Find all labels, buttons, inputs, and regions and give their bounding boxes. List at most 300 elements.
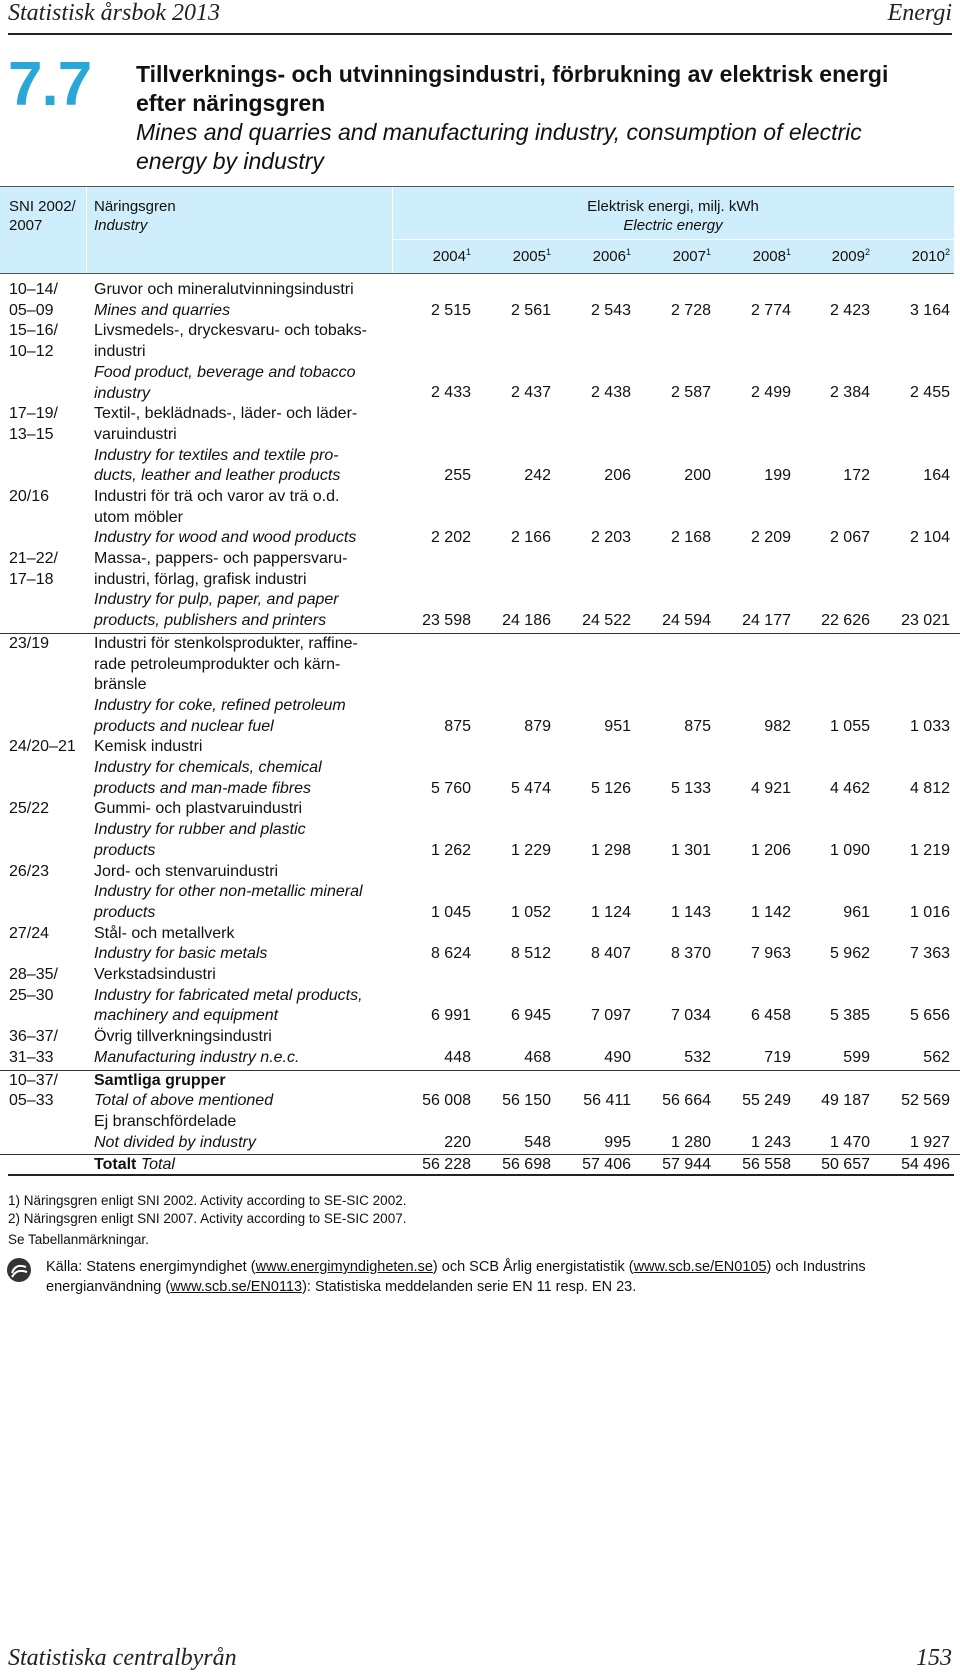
year-footnote-ref: 1 (625, 247, 631, 257)
value-cell: 1 229 (510, 841, 551, 859)
industry-label-text: rade petroleumprodukter och kärn- (94, 655, 341, 673)
header-divider (392, 239, 954, 240)
value-cell: 2 499 (750, 384, 791, 402)
sni-code (9, 1071, 91, 1112)
source-text: ) och SCB Årlig energistatistik ( (432, 1259, 634, 1275)
industry-label-text: Stål- och metallverk (94, 924, 235, 942)
value-cell: 2 561 (510, 301, 551, 319)
value-cell: 2 437 (510, 384, 551, 402)
industry-label-text: Gummi- och plastvaruindustri (94, 800, 303, 818)
value-cell: 982 (764, 717, 791, 735)
industry-label (94, 549, 394, 632)
value-cell: 490 (604, 1048, 631, 1066)
value-cell: 54 496 (901, 1156, 950, 1174)
value-cell: 24 522 (582, 612, 631, 630)
industry-label-line (94, 570, 394, 591)
table-body (0, 280, 960, 1176)
industry-label-text: Övrig tillverkningsindustri (94, 1028, 272, 1046)
industry-label-line (94, 1048, 394, 1069)
value-cell: 2 168 (670, 529, 711, 547)
year-footnote-ref: 1 (545, 247, 551, 257)
industry-label-line (94, 717, 394, 738)
industry-header-sv: Näringsgren (94, 198, 176, 215)
sni-code (9, 799, 91, 820)
value-cell: 548 (524, 1133, 551, 1151)
value-cell: 1 033 (909, 717, 950, 735)
value-cell: 2 203 (590, 529, 631, 547)
value-cell: 961 (843, 903, 870, 921)
value-cell: 2 774 (750, 301, 791, 319)
sni-code-line: 24/20–21 (9, 738, 76, 756)
value-cell: 52 569 (901, 1092, 950, 1110)
industry-label-text: Industry for pulp, paper, and paper (94, 591, 339, 609)
industry-label-text: Industry for coke, refined petroleum (94, 696, 346, 714)
year-label: 2008 (752, 248, 786, 265)
value-cell: 2 433 (430, 384, 471, 402)
year-label: 2006 (592, 248, 626, 265)
sni-code-line: 25/22 (9, 800, 50, 818)
industry-label-line (94, 1155, 394, 1176)
industry-label-text: Samtliga grupper (94, 1071, 226, 1089)
value-cell: 1 219 (909, 841, 950, 859)
value-cell: 2 202 (430, 529, 471, 547)
industry-label-line (94, 528, 394, 549)
value-cell: 49 187 (821, 1092, 870, 1110)
sni-code (9, 862, 91, 883)
table-row (0, 280, 960, 321)
industry-label-line (94, 280, 394, 301)
industry-label-line (94, 549, 394, 570)
sni-code-line: 31–33 (9, 1048, 54, 1066)
year-header (711, 247, 791, 265)
value-cell: 1 143 (670, 903, 711, 921)
sni-code (9, 737, 91, 758)
value-cell: 875 (684, 717, 711, 735)
value-cell: 2 587 (670, 384, 711, 402)
year-label: 2004 (432, 248, 466, 265)
source-link-en0105[interactable]: www.scb.se/EN0105 (633, 1259, 767, 1275)
industry-label-line (94, 1006, 394, 1027)
industry-label-text: products and nuclear fuel (94, 717, 274, 735)
industry-label-line (94, 965, 394, 986)
sni-code-line: 05–33 (9, 1092, 54, 1110)
industry-label-text: Industry for textiles and textile pro- (94, 446, 339, 464)
value-cell: 56 558 (742, 1156, 791, 1174)
industry-label-line (94, 508, 394, 529)
table-title (136, 60, 936, 176)
sni-code (9, 924, 91, 945)
value-cell: 199 (764, 467, 791, 485)
sni-code-line: 23/19 (9, 634, 50, 652)
table-number: 7.7 (8, 50, 92, 119)
industry-label-line (94, 425, 394, 446)
industry-label-line (94, 758, 394, 779)
year-label: 2007 (672, 248, 706, 265)
source-text: ): Statistiska meddelanden serie EN 11 resp. EN 23. (302, 1278, 637, 1295)
value-cell: 1 243 (750, 1133, 791, 1151)
sni-code-line: 10–12 (9, 343, 54, 361)
value-cell: 875 (444, 717, 471, 735)
page-number: 153 (916, 1645, 952, 1671)
industry-label-line (94, 799, 394, 820)
industry-label (94, 1071, 394, 1112)
year-footnote-ref: 1 (465, 247, 471, 257)
table-row (0, 862, 960, 924)
value-cell: 1 301 (670, 841, 711, 859)
year-label: 2005 (512, 248, 546, 265)
value-cell: 23 598 (422, 612, 471, 630)
industry-label-text: Industry for fabricated metal products, (94, 986, 363, 1004)
value-cell: 4 921 (750, 779, 791, 797)
industry-label-text: Jord- och stenvaruindustri (94, 862, 279, 880)
value-cell: 6 458 (750, 1007, 791, 1025)
value-cell: 2 104 (909, 529, 950, 547)
year-footnote-ref: 1 (705, 247, 711, 257)
table-row (0, 737, 960, 799)
industry-label-text: Mines and quarries (94, 301, 231, 319)
sni-code-line: 05–09 (9, 301, 54, 319)
value-cell: 57 406 (582, 1156, 631, 1174)
industry-label-line (94, 590, 394, 611)
value-cell: 3 164 (909, 301, 950, 319)
industry-label-text: Not divided by industry (94, 1133, 256, 1151)
code-column-header (9, 197, 76, 235)
table-title-en: Mines and quarries and manufacturing industry, consumption of electric energy by industry (136, 119, 862, 174)
code-header-line1: SNI 2002/ (9, 198, 76, 215)
industry-label-text: bränsle (94, 676, 147, 694)
value-cell: 532 (684, 1048, 711, 1066)
value-cell: 56 698 (502, 1156, 551, 1174)
value-cell: 995 (604, 1133, 631, 1151)
industry-header-en: Industry (94, 217, 148, 234)
value-cell: 7 963 (750, 945, 791, 963)
sni-code-line: 26/23 (9, 862, 50, 880)
value-cell: 2 209 (750, 529, 791, 547)
value-cell: 719 (764, 1048, 791, 1066)
running-header-title: Statistisk årsbok 2013 (8, 0, 221, 26)
industry-label-line (94, 363, 394, 384)
industry-label-line (94, 446, 394, 467)
value-cell: 55 249 (742, 1092, 791, 1110)
header-divider (86, 187, 87, 273)
industry-label-line (94, 487, 394, 508)
value-cell: 23 021 (901, 612, 950, 630)
industry-label-text: products (94, 903, 156, 921)
industry-label-text: products and man-made fibres (94, 779, 311, 797)
industry-label-line (94, 986, 394, 1007)
industry-label (94, 634, 394, 738)
table-row (0, 321, 960, 404)
industry-label-text: industri, förlag, grafisk industri (94, 570, 307, 588)
year-footnote-ref: 2 (944, 247, 950, 257)
industry-label-text: Food product, beverage and tobacco (94, 363, 356, 381)
industry-label-line (94, 466, 394, 487)
industry-label-line (94, 1071, 394, 1092)
table-title-sv: Tillverknings- och utvinningsindustri, förbrukning av elektrisk energi efter näringsgren (136, 61, 889, 116)
value-cell: 1 052 (510, 903, 551, 921)
industry-label-line (94, 924, 394, 945)
industry-label (94, 487, 394, 549)
industry-label-text: Gruvor och mineralutvinningsindustri (94, 281, 354, 298)
value-cell: 2 384 (829, 384, 870, 402)
industry-label-line (94, 903, 394, 924)
table-row (0, 799, 960, 861)
industry-label-line (94, 342, 394, 363)
sni-code-line: 10–14/ (9, 281, 58, 298)
industry-column-header (94, 197, 176, 235)
industry-label (94, 737, 394, 799)
value-cell: 599 (843, 1048, 870, 1066)
value-cell: 24 186 (502, 612, 551, 630)
value-cell: 255 (444, 467, 471, 485)
industry-label-line (94, 301, 394, 322)
value-cell: 50 657 (821, 1156, 870, 1174)
industry-label-text: ducts, leather and leather products (94, 467, 341, 485)
value-cell: 879 (524, 717, 551, 735)
source-link-energimyndigheten[interactable]: www.energimyndigheten.se (255, 1259, 433, 1275)
value-cell: 1 016 (909, 903, 950, 921)
industry-label-text: machinery and equipment (94, 1007, 279, 1025)
value-cell: 1 298 (590, 841, 631, 859)
table-row (0, 965, 960, 1027)
industry-label-text: industry (94, 384, 151, 402)
value-cell: 24 177 (742, 612, 791, 630)
industry-label-line (94, 737, 394, 758)
value-cell: 2 728 (670, 301, 711, 319)
value-cell: 8 370 (670, 945, 711, 963)
industry-label-text: Industry for chemicals, chemical (94, 759, 322, 777)
industry-label-line (94, 696, 394, 717)
industry-label-text-en: Total (140, 1156, 175, 1174)
value-cell: 5 474 (510, 779, 551, 797)
value-cell: 7 363 (909, 945, 950, 963)
value-cell: 57 944 (662, 1156, 711, 1174)
industry-label-line (94, 841, 394, 862)
value-cell: 2 515 (430, 301, 471, 319)
source-text: ) och Industrins energianvändning ( (46, 1259, 866, 1295)
value-cell: 1 206 (750, 841, 791, 859)
industry-label-line (94, 882, 394, 903)
value-cell: 2 455 (909, 384, 950, 402)
sni-code (9, 280, 91, 321)
value-cell: 56 664 (662, 1092, 711, 1110)
value-cell: 2 423 (829, 301, 870, 319)
industry-label-text: utom möbler (94, 508, 183, 526)
industry-label-line (94, 1091, 394, 1112)
sni-code-line: 13–15 (9, 425, 54, 443)
value-cell: 1 045 (430, 903, 471, 921)
value-cell: 2 166 (510, 529, 551, 547)
value-cell: 6 945 (510, 1007, 551, 1025)
sni-code (9, 404, 91, 445)
industry-label (94, 862, 394, 924)
industry-label (94, 799, 394, 861)
value-cell: 5 962 (829, 945, 870, 963)
industry-label (94, 321, 394, 404)
sni-code (9, 634, 91, 655)
value-cell: 220 (444, 1133, 471, 1151)
value-cell: 7 097 (590, 1007, 631, 1025)
industry-label-line (94, 634, 394, 655)
value-cell: 2 067 (829, 529, 870, 547)
code-header-line2: 2007 (9, 217, 43, 234)
industry-label (94, 965, 394, 1027)
sni-code-line: 17–19/ (9, 405, 58, 423)
value-cell: 4 812 (909, 779, 950, 797)
industry-label-text: Livsmedels-, dryckesvaru- och tobaks- (94, 322, 367, 340)
sni-code (9, 549, 91, 590)
value-cell: 8 624 (430, 945, 471, 963)
sni-code (9, 321, 91, 362)
value-cell: 56 411 (583, 1092, 631, 1110)
sni-code (9, 487, 91, 508)
year-header (391, 247, 471, 265)
year-label: 2009 (831, 248, 865, 265)
source-text: Källa: Statens energimyndighet ( (46, 1259, 256, 1275)
industry-label-line (94, 655, 394, 676)
industry-label-line (94, 1027, 394, 1048)
value-cell: 8 512 (510, 945, 551, 963)
industry-label-text: Kemisk industri (94, 738, 203, 756)
industry-label-text: Industry for wood and wood products (94, 529, 357, 547)
footnote-3: Se Tabellanmärkningar. (8, 1232, 149, 1247)
industry-label-line (94, 779, 394, 800)
value-cell: 1 262 (430, 841, 471, 859)
sni-code (9, 1027, 91, 1068)
value-cell: 206 (604, 467, 631, 485)
industry-label (94, 1155, 394, 1176)
industry-label-line (94, 1112, 394, 1133)
value-cell: 172 (843, 467, 870, 485)
value-cell: 1 090 (829, 841, 870, 859)
scb-source-icon (6, 1257, 32, 1283)
table-row (0, 1071, 960, 1112)
sni-code-line: 21–22/ (9, 550, 58, 568)
value-cell: 56 150 (502, 1092, 551, 1110)
industry-label-line (94, 611, 394, 632)
value-cell: 5 133 (670, 779, 711, 797)
year-footnote-ref: 2 (864, 247, 870, 257)
value-cell: 2 543 (590, 301, 631, 319)
table-row (0, 924, 960, 965)
header-rule (8, 33, 952, 35)
sni-code-line: 25–30 (9, 986, 54, 1004)
value-cell: 22 626 (821, 612, 870, 630)
year-header (631, 247, 711, 265)
value-cell: 8 407 (590, 945, 631, 963)
sni-code-line: 36–37/ (9, 1028, 58, 1046)
industry-label-text: Verkstadsindustri (94, 966, 216, 984)
table-row (0, 1112, 960, 1155)
value-cell: 56 228 (422, 1156, 471, 1174)
footnote-2: 2) Näringsgren enligt SNI 2007. Activity according to SE-SIC 2007. (8, 1211, 407, 1226)
industry-label-text: Massa-, pappers- och pappersvaru- (94, 550, 348, 568)
year-header (551, 247, 631, 265)
industry-label-line (94, 384, 394, 405)
industry-label-text: Industri för stenkolsprodukter, raffine- (94, 634, 358, 652)
measure-column-header (392, 197, 954, 235)
industry-label-text: products (94, 841, 156, 859)
industry-label (94, 404, 394, 487)
sni-code-line: 20/16 (9, 487, 50, 505)
industry-label-line (94, 404, 394, 425)
industry-label-text: Totalt (94, 1156, 137, 1174)
industry-label-line (94, 1133, 394, 1154)
value-cell: 4 462 (829, 779, 870, 797)
source-note (46, 1258, 926, 1297)
industry-label-text: Industry for other non-metallic mineral (94, 883, 363, 901)
value-cell: 951 (604, 717, 631, 735)
industry-label-text: Industry for basic metals (94, 945, 268, 963)
industry-label-text: Manufacturing industry n.e.c. (94, 1048, 300, 1066)
industry-label-text: Industri för trä och varor av trä o.d. (94, 487, 340, 505)
value-cell: 5 760 (430, 779, 471, 797)
industry-label-text: Industry for rubber and plastic (94, 821, 306, 839)
table-row (0, 487, 960, 549)
value-cell: 1 124 (590, 903, 631, 921)
industry-label (94, 924, 394, 965)
table-column-header (0, 186, 954, 274)
value-cell: 1 470 (829, 1133, 870, 1151)
industry-label-line (94, 862, 394, 883)
value-cell: 1 280 (670, 1133, 711, 1151)
industry-label-text: Ej branschfördelade (94, 1112, 237, 1130)
value-cell: 5 385 (829, 1007, 870, 1025)
industry-label-line (94, 675, 394, 696)
table-row (0, 1027, 960, 1070)
value-cell: 242 (524, 467, 551, 485)
industry-label-line (94, 820, 394, 841)
sni-code-line: 10–37/ (9, 1071, 58, 1089)
value-cell: 164 (923, 467, 950, 485)
year-label: 2010 (911, 248, 945, 265)
value-cell: 6 991 (430, 1007, 471, 1025)
industry-label-text: Textil-, beklädnads-, läder- och läder- (94, 405, 358, 423)
value-cell: 1 055 (829, 717, 870, 735)
industry-label-text: Total of above mentioned (94, 1092, 274, 1110)
measure-header-en: Electric energy (623, 217, 723, 234)
table-row (0, 404, 960, 487)
value-cell: 2 438 (590, 384, 631, 402)
measure-header-sv: Elektrisk energi, milj. kWh (587, 198, 759, 215)
value-cell: 56 008 (422, 1092, 471, 1110)
table-row (0, 634, 960, 738)
value-cell: 200 (684, 467, 711, 485)
running-header-section: Energi (887, 0, 952, 26)
year-header (870, 247, 950, 265)
industry-label-text: products, publishers and printers (94, 612, 327, 630)
value-cell: 448 (444, 1048, 471, 1066)
industry-label-line (94, 944, 394, 965)
table-bottom-rule (8, 1174, 954, 1176)
value-cell: 562 (923, 1048, 950, 1066)
sni-code-line: 17–18 (9, 570, 54, 588)
table-row (0, 549, 960, 634)
value-cell: 5 656 (909, 1007, 950, 1025)
sni-code-line: 15–16/ (9, 322, 58, 340)
value-cell: 1 927 (909, 1133, 950, 1151)
industry-label (94, 1112, 394, 1153)
sni-code (9, 965, 91, 1006)
source-link-en0113[interactable]: www.scb.se/EN0113 (170, 1278, 303, 1295)
value-cell: 1 142 (750, 903, 791, 921)
industry-label-text: industri (94, 343, 146, 361)
year-header (790, 247, 870, 265)
industry-label (94, 280, 394, 321)
industry-label (94, 1027, 394, 1068)
value-cell: 24 594 (662, 612, 711, 630)
table-total-row (0, 1155, 960, 1176)
